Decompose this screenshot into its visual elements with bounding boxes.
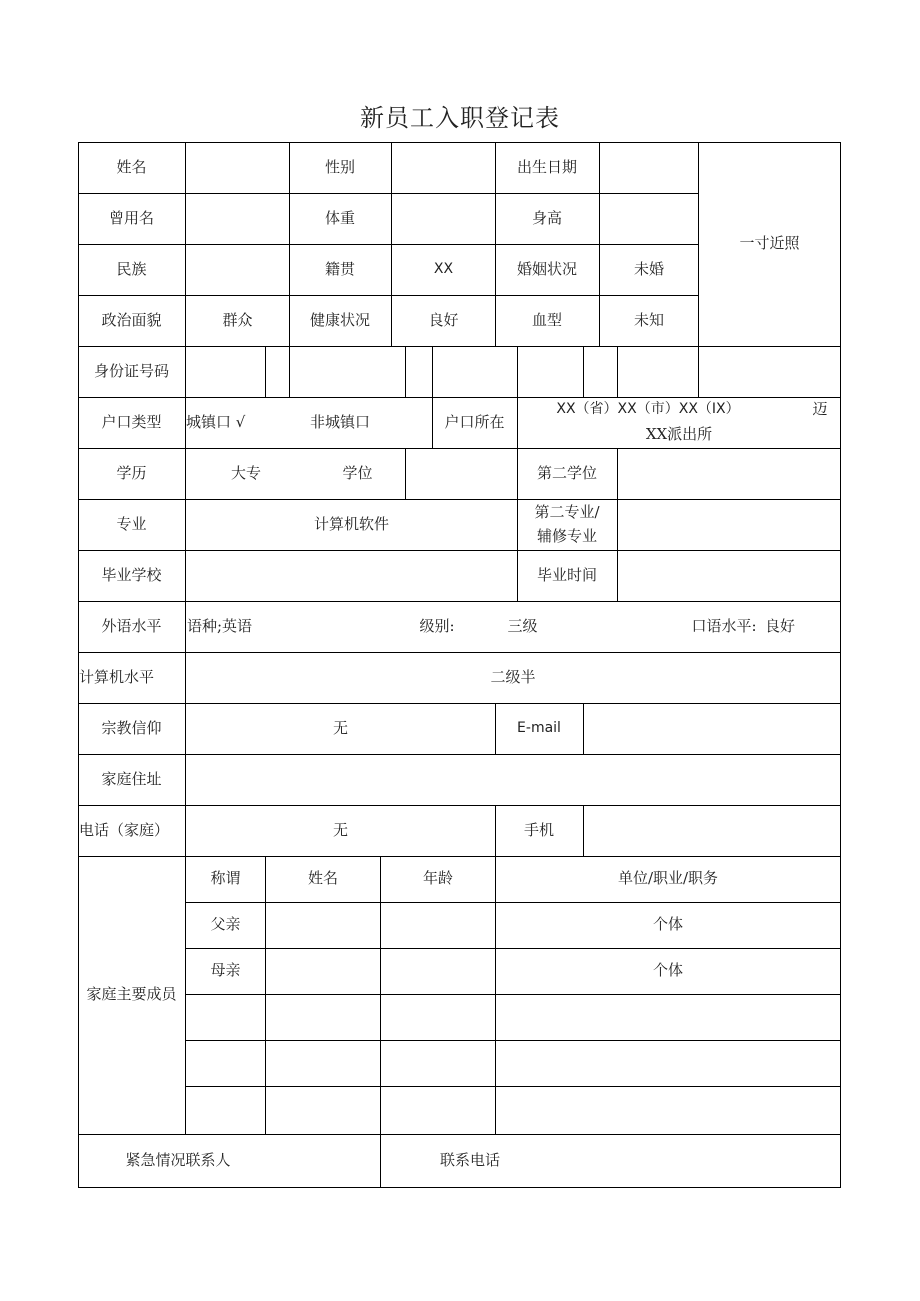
oral-level-value[interactable]: 良好 <box>764 616 795 635</box>
health-label: 健康状况 <box>309 310 370 329</box>
hukou-location-suffix: 迈 <box>812 399 828 418</box>
major-label: 专业 <box>116 514 147 533</box>
language-level-label: 级别: <box>419 616 455 635</box>
family-header-age: 年龄 <box>422 869 453 888</box>
second-major-label-line2: 辅修专业 <box>536 527 597 546</box>
language-level-value[interactable]: 三级 <box>507 616 538 635</box>
second-major-field[interactable] <box>618 499 840 550</box>
computer-level-value[interactable]: 二级半 <box>490 667 536 686</box>
religion-value[interactable]: 无 <box>332 718 348 737</box>
hukou-type-label: 户口类型 <box>101 412 162 431</box>
school-field[interactable] <box>186 550 517 601</box>
native-place-label: 籍贯 <box>324 259 355 278</box>
major-value[interactable]: 计算机软件 <box>313 514 389 533</box>
family-member-age-field[interactable] <box>381 902 495 948</box>
email-field[interactable] <box>584 703 840 754</box>
weight-label: 体重 <box>324 208 355 227</box>
mobile-label: 手机 <box>523 820 554 839</box>
photo-area: 一寸近照 <box>739 234 800 253</box>
family-header-relation: 称谓 <box>210 869 241 888</box>
ethnicity-field[interactable] <box>186 244 289 295</box>
former-name-label: 曾用名 <box>108 208 154 227</box>
address-field[interactable] <box>186 754 840 805</box>
blood-label: 血型 <box>531 310 562 329</box>
name-label: 姓名 <box>116 157 147 176</box>
native-place-value[interactable]: XX <box>433 260 454 277</box>
marital-value[interactable]: 未婚 <box>633 259 664 278</box>
marital-label: 婚姻状况 <box>516 259 577 278</box>
language-type-value[interactable]: 语种;英语 <box>187 616 253 635</box>
degree-field[interactable] <box>406 448 517 499</box>
gender-label: 性别 <box>324 157 355 176</box>
religion-label: 宗教信仰 <box>101 718 162 737</box>
education-label: 学历 <box>116 463 147 482</box>
second-degree-field[interactable] <box>618 448 840 499</box>
page-title: 新员工入职登记表 <box>360 104 560 132</box>
address-label: 家庭住址 <box>101 769 162 788</box>
birthdate-label: 出生日期 <box>516 157 577 176</box>
mobile-field[interactable] <box>584 805 840 856</box>
birthdate-field[interactable] <box>600 142 698 193</box>
family-member-name-field[interactable] <box>266 948 380 994</box>
hukou-location-line1: XX（省）XX（市）XX（IX） <box>556 400 740 417</box>
name-field[interactable] <box>186 142 289 193</box>
family-header-job: 单位/职业/职务 <box>617 869 719 888</box>
height-field[interactable] <box>600 193 698 244</box>
emergency-contact-label: 紧急情况联系人 <box>125 1150 231 1169</box>
family-empty-rows[interactable] <box>186 994 840 1134</box>
hukou-location-line2: XX派出所 <box>645 424 713 443</box>
id-number-label: 身份证号码 <box>93 361 169 380</box>
political-value[interactable]: 群众 <box>222 310 253 329</box>
emergency-phone-label: 联系电话 <box>439 1150 500 1169</box>
ethnicity-label: 民族 <box>116 259 147 278</box>
family-header-name: 姓名 <box>307 869 338 888</box>
family-member-relation: 父亲 <box>210 915 241 934</box>
family-member-age-field[interactable] <box>381 948 495 994</box>
hukou-location-label: 户口所在 <box>444 412 505 431</box>
computer-level-label: 计算机水平 <box>79 667 155 686</box>
oral-level-label: 口语水平: <box>691 616 757 635</box>
home-phone-label: 电话（家庭） <box>79 820 170 839</box>
height-label: 身高 <box>531 208 562 227</box>
family-member-relation: 母亲 <box>210 961 241 980</box>
graduation-time-label: 毕业时间 <box>536 565 597 584</box>
education-value[interactable]: 大专 <box>230 463 261 482</box>
political-label: 政治面貌 <box>101 310 162 329</box>
family-section-label: 家庭主要成员 <box>86 985 177 1004</box>
language-label: 外语水平 <box>101 616 162 635</box>
weight-field[interactable] <box>392 193 495 244</box>
health-value[interactable]: 良好 <box>428 310 459 329</box>
former-name-field[interactable] <box>186 193 289 244</box>
degree-label: 学位 <box>342 463 373 482</box>
school-label: 毕业学校 <box>101 565 162 584</box>
hukou-urban-option[interactable]: 城镇口 √ <box>186 412 246 431</box>
gender-field[interactable] <box>392 142 495 193</box>
graduation-time-field[interactable] <box>618 550 840 601</box>
second-major-label-line1: 第二专业/ <box>534 503 600 522</box>
hukou-nonurban-option[interactable]: 非城镇口 <box>309 412 370 431</box>
family-member-job[interactable]: 个体 <box>652 915 683 934</box>
family-member-name-field[interactable] <box>266 902 380 948</box>
home-phone-value[interactable]: 无 <box>332 820 348 839</box>
email-label: E-mail <box>517 719 561 736</box>
second-degree-label: 第二学位 <box>536 463 597 482</box>
id-number-field[interactable] <box>186 346 840 397</box>
blood-value[interactable]: 未知 <box>633 310 664 329</box>
family-member-job[interactable]: 个体 <box>652 961 683 980</box>
